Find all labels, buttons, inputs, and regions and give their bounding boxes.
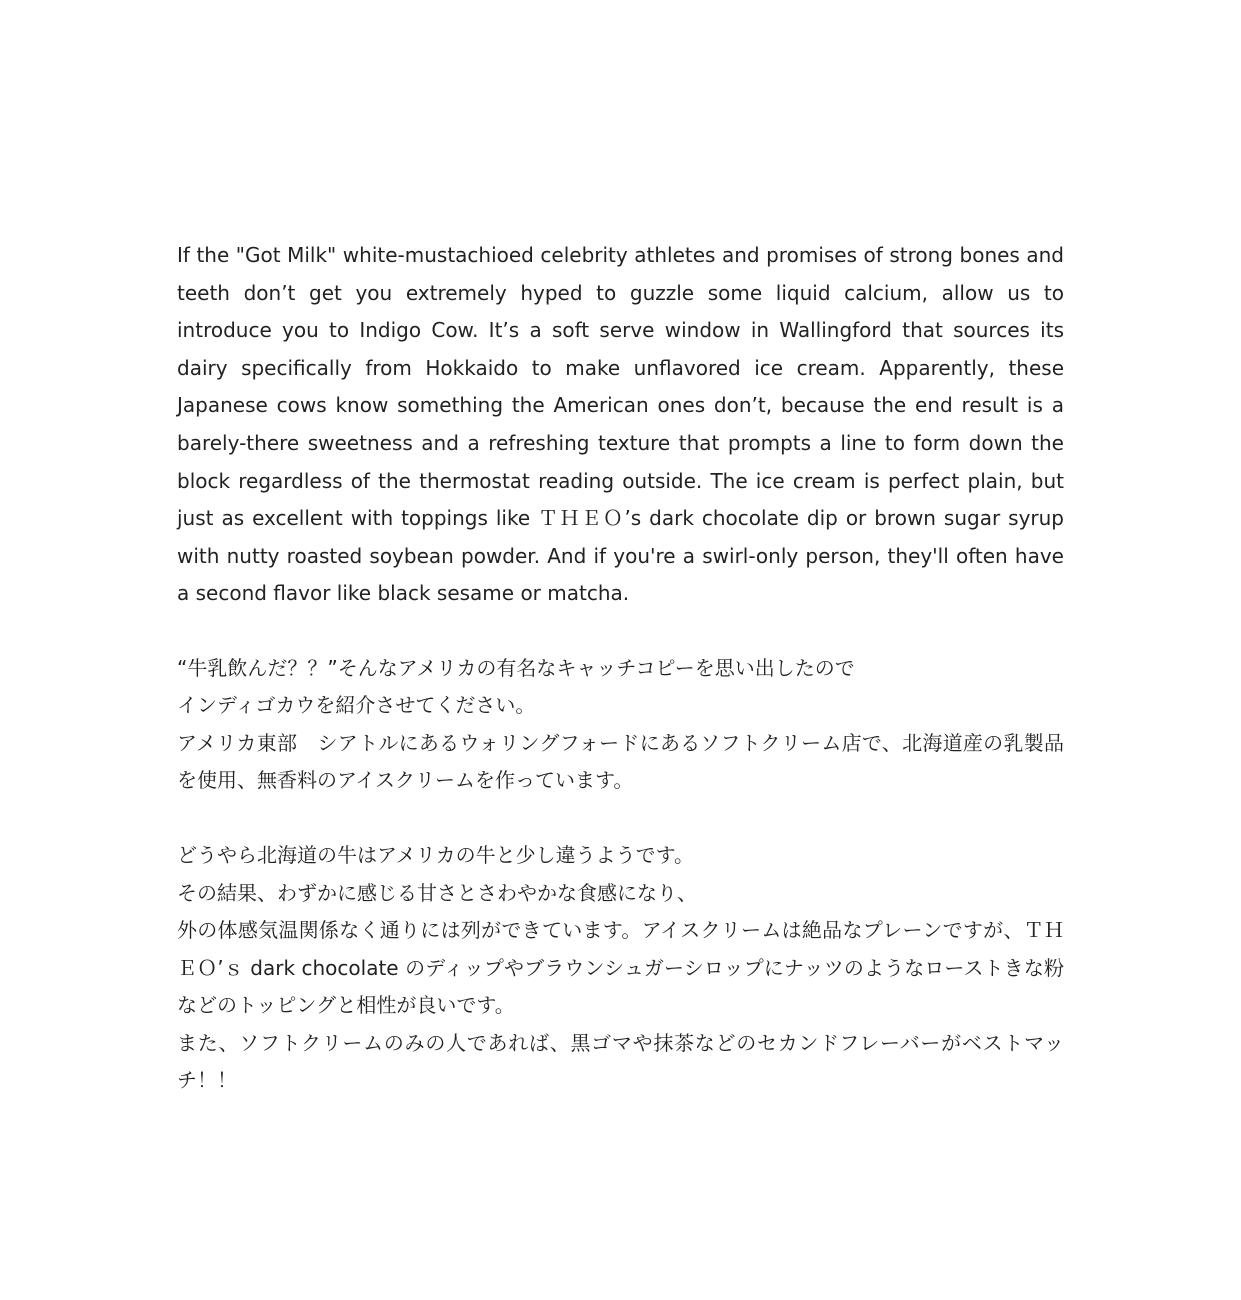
- japanese-line: 外の体感気温関係なく通りには列ができています。アイスクリームは絶品なプレーンですが、ＴＨＥＯ’ｓ dark chocolate のディップやブラウンシュガーシロップにナッツのようなローストきな粉などのトッピングと相性が良いです。: [177, 918, 1064, 1018]
- japanese-line: インディゴカウを紹介させてください。: [177, 693, 536, 718]
- english-paragraph: If the "Got Milk" white-mustachioed celebrity athletes and promises of strong bones and teeth don’t get you extremely hyped to guzzle some liquid calcium, allow us to introduce you to Indigo Cow. It’s a soft serve window in Wallingford that sources its dairy specifically from Hokkaido to make unflavored ice cream. Apparently, these Japanese cows know something the American ones don’t, because the end result is a barely-there sweetness and a refreshing texture that prompts a line to form down the block regardless of the thermostat reading outside. The ice cream is perfect plain, but just as excellent with toppings like ＴＨＥＯ’s dark chocolate dip or brown sugar syrup with nutty roasted soybean powder. And if you're a swirl-only person, they'll often have a second flavor like black sesame or matcha.: [177, 243, 1064, 606]
- japanese-block-1: [177, 650, 1064, 800]
- japanese-line: その結果、わずかに感じる甘さとさわやかな食感になり、: [177, 880, 697, 905]
- article-body: [177, 237, 1064, 1100]
- paragraph-spacer: [177, 613, 1064, 650]
- paragraph-spacer: [177, 800, 1064, 838]
- japanese-block-2: [177, 837, 1064, 1100]
- japanese-line: どうやら北海道の牛はアメリカの牛と少し違うようです。: [177, 843, 694, 868]
- japanese-line: また、ソフトクリームのみの人であれば、黒ゴマや抹茶などのセカンドフレーバーがベストマッチ！！: [177, 1030, 1064, 1093]
- japanese-line: アメリカ東部 シアトルにあるウォリングフォードにあるソフトクリーム店で、北海道産の乳製品を使用、無香料のアイスクリームを作っています。: [177, 730, 1064, 793]
- japanese-line: “牛乳飲んだ？？”そんなアメリカの有名なキャッチコピーを思い出したので: [177, 655, 855, 680]
